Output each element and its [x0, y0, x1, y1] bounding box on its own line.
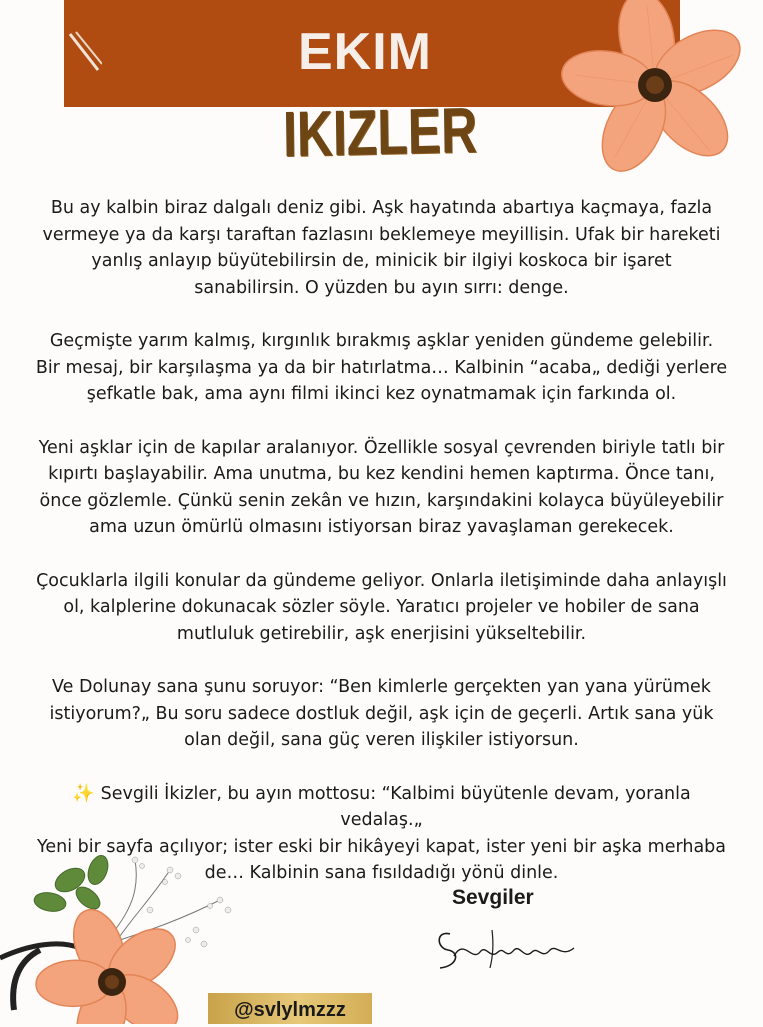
horoscope-text: [8, 195, 755, 887]
text-line: ol, kalplerine dokunacak sözler söyle. Yaratıcı projeler ve hobiler de sana: [63, 597, 700, 617]
text-line: ama uzun ömürlü olmasını istiyorsan biraz yavaşlaman gerekecek.: [89, 517, 674, 537]
text-line: kıpırtı başlayabilir. Ama unutma, bu kez kendini hemen kaptırma. Önce tanı,: [48, 464, 715, 484]
text-line: olan değil, sana güç veren ilişkiler istiyorsun.: [184, 730, 579, 750]
text-line: sanabilirsin. O yüzden bu ayın sırrı: denge.: [194, 277, 569, 298]
text-line: Ve Dolunay sana şunu soruyor: “Ben kimlerle gerçekten yan yana yürümek: [52, 677, 711, 697]
text-line: şefkatle bak, ama aynı filmi ikinci kez oynatmamak için farkında ol.: [86, 384, 677, 404]
paragraph-1: [8, 195, 755, 301]
text-line: mutluluk getirebilir, aşk enerjisini yükseltebilir.: [176, 623, 587, 644]
text-line: Yeni bir sayfa açılıyor; ister eski bir hikâyeyi kapat, ister yeni bir aşka merhaba: [36, 836, 727, 857]
text-line: Bu ay kalbin biraz dalgalı deniz gibi. Aşk hayatında abartıya kaçmaya, fazla: [50, 198, 713, 218]
sparkle-star-icon: ✨: [72, 782, 95, 804]
social-handle-badge: [208, 993, 372, 1024]
social-handle: @svlylmzzz: [234, 999, 346, 1021]
text-line: de… Kalbinin sana fısıldadığı yönü dinle.: [204, 863, 559, 883]
handwritten-signature: [432, 916, 582, 972]
text-line: Sevgili İkizler, bu ayın mottosu: “Kalbimi büyütenle devam, yoranla: [100, 783, 691, 804]
text-line: Yeni aşklar için de kapılar aralanıyor. Özellikle sosyal çevrenden biriyle tatlı bir: [38, 437, 725, 458]
page-title-month: EKIM: [298, 23, 432, 81]
text-line: vedalaş.„: [340, 810, 423, 830]
orange-flower-illustration: [548, 0, 763, 175]
text-line: önce gözlemle. Çünkü senin zekân ve hızın, karşındakini kolayca büyüleyebilir: [39, 490, 724, 511]
dried-stem-decoration: [68, 30, 102, 80]
text-line: Geçmişte yarım kalmış, kırgınlık bırakmış aşklar yeniden gündeme gelebilir.: [49, 331, 714, 351]
paragraph-3: [8, 435, 755, 541]
paragraph-2: [8, 328, 755, 408]
paragraph-4: [8, 568, 755, 648]
text-line: istiyorum?„ Bu soru sadece dostluk değil, aşk için de geçerli. Artık sana yük: [49, 703, 714, 724]
page-title-sign: IKIZLER: [282, 93, 478, 171]
text-line: vermeye ya da karşı taraftan fazlasını beklemeye meyillisin. Ufak bir hareketi: [42, 224, 721, 245]
signoff-text: Sevgiler: [452, 886, 534, 909]
text-line: yanlış anlayıp büyütebilirsin de, minicik bir ilgiyi koskoca bir işaret: [91, 251, 672, 271]
paragraph-5: [8, 674, 755, 754]
text-line: Bir mesaj, bir karşılaşma ya da bir hatırlatma… Kalbinin “acaba„ dediği yerlere: [35, 357, 728, 378]
text-line: Çocuklarla ilgili konular da gündeme geliyor. Onlarla iletişiminde daha anlayışlı: [36, 570, 727, 591]
